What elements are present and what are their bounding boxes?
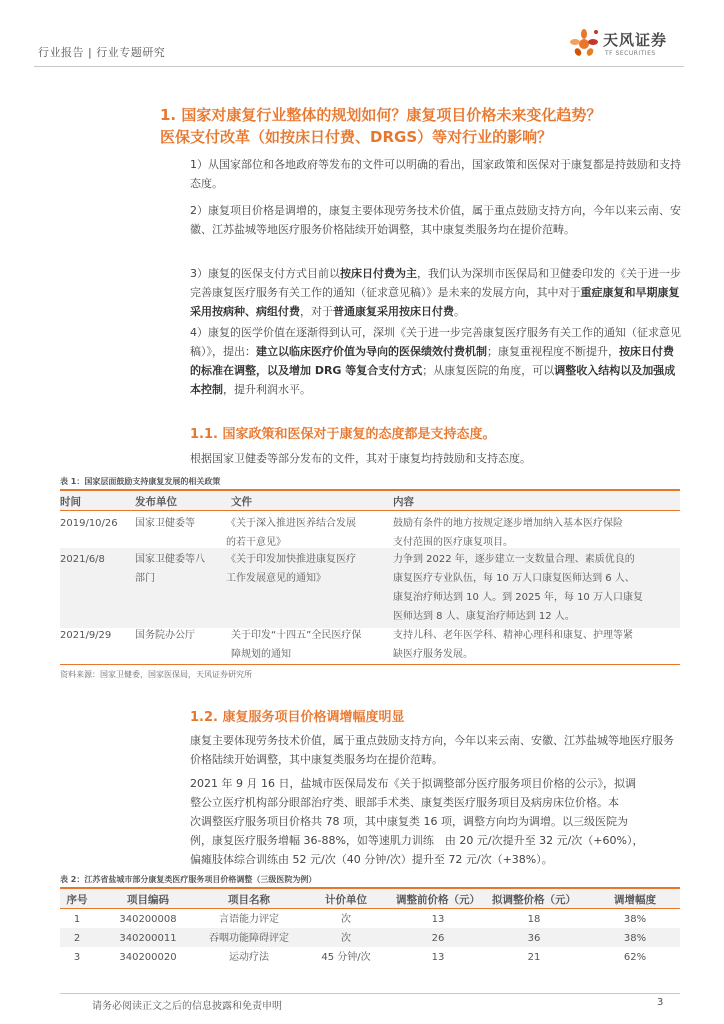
table2-r1-code: 340200008 [119,914,177,925]
page-number: 3 [657,997,664,1008]
table1-row1-doc: 《关于深入推进医养结合发展 的若干意见》 [226,518,356,548]
table2-header-code: 项目编码 [127,894,169,906]
table2-header-name: 项目名称 [228,894,270,906]
table2-r3-after: 21 [527,952,541,963]
table2-r3-code: 340200020 [119,952,177,963]
table2-header-after: 拟调整价格（元） [492,894,576,906]
table2-r1-rate: 38% [623,914,647,925]
section12-para1: 康复主要体现劳务技术价值，属于重点鼓励支持方向，今年以来云南、安徽、江苏盐城等地医疗服务价格陆续开始调整，其中康复类服务均在提价范畴。 [190,734,674,766]
table2-r2-rate: 38% [623,933,647,944]
table2-r1-name: 言语能力评定 [219,914,279,925]
table2-r3-name: 运动疗法 [229,952,269,963]
header-divider [34,66,684,67]
table2-r2-before: 26 [431,933,445,944]
table2-r3-before: 13 [431,952,445,963]
table2-header-before: 调整前价格（元） [396,894,480,906]
table1-bottom-rule [60,664,680,665]
table1-row3-doc: 关于印发“十四五”全民医疗保 障规划的通知 [231,630,362,660]
table2-r2-name: 吞咽功能障碍评定 [209,933,289,944]
table2-r1-unit: 次 [341,914,351,925]
table1-row2-doc: 《关于印发加快推进康复医疗 工作发展意见的通知》 [226,554,356,584]
table2-header-rule [60,908,680,909]
table1-row2-date: 2021/6/8 [60,554,105,565]
footer-disclaimer: 请务必阅读正文之后的信息披露和免责申明 [92,1001,282,1012]
table1-header-org: 发布单位 [135,496,177,508]
table1-header-doc: 文件 [231,496,252,508]
table1-row3-date: 2021/9/29 [60,630,112,641]
table1-source: 资料来源：国家卫健委，国家医保局，天风证券研究所 [60,670,252,679]
section1-para3: 3）康复的医保支付方式目前以按床日付费为主，我们认为深圳市医保局和卫健委印发的《关于进一步完善康复医疗服务有关工作的通知（征求意见稿）》是未来的发展方向，其中对于重症康复和早期康复采用按病种、病组付费，对于普通康复采用按床日付费。 [190,267,681,318]
section1-title: 1. 国家对康复行业整体的规划如何？康复项目价格未来变化趋势？ 医保支付改革（如按床日付费、DRGS）等对行业的影响？ [160,106,602,146]
table2-r1-no: 1 [73,914,81,925]
table1-row3-content: 支持儿科、老年医学科、精神心理科和康复、护理等紧 缺医疗服务发展。 [393,630,633,660]
table2-r2-no: 2 [73,933,81,944]
table2-r2-unit: 次 [341,933,351,944]
table2-r1-before: 13 [431,914,445,925]
table2-r2-code: 340200011 [119,933,177,944]
table1-row1-date: 2019/10/26 [60,518,118,529]
section1-para4: 4）康复的医学价值在逐渐得到认可，深圳《关于进一步完善康复医疗服务有关工作的通知（征求意见稿）》，提出：建立以临床医疗价值为导向的医保绩效付费机制；康复重视程度不断提升，按床日付费的标准在调整，以及增加 DRG 等复合支付方式；从康复医院的角度，可以调整收入结构以及加强成本控制，提升利润水平。 [190,326,681,396]
logo-en: TF SECURITIES [605,50,656,57]
table2-r3-rate: 62% [623,952,647,963]
table2-header-unit: 计价单位 [325,894,367,906]
table1-header-content: 内容 [393,496,414,508]
table1-row3-org: 国务院办公厅 [135,630,195,641]
table2-caption: 表 2：江苏省盐城市部分康复类医疗服务项目价格调整（三级医院为例） [60,875,317,884]
table2-r3-unit: 45 分钟/次 [321,952,371,963]
section11-intro: 根据国家卫健委等部分发布的文件，其对于康复均持鼓励和支持态度。 [190,452,531,465]
table1-row1-content: 鼓励有条件的地方按规定逐步增加纳入基本医疗保险 支付范围的医疗康复项目。 [393,518,623,548]
table2-r1-after: 18 [527,914,541,925]
section1-para2: 2）康复项目价格是调增的，康复主要体现劳务技术价值，属于重点鼓励支持方向，今年以来云南、安徽、江苏盐城等地医疗服务价格陆续开始调整，其中康复类服务均在提价范畴。 [190,204,681,236]
logo-name: 天风证券 [603,31,668,49]
section1-para1: 1）从国家部位和各地政府等发布的文件可以明确的看出，国家政策和医保对于康复都是持鼓励和支持态度。 [190,158,681,190]
section12-title: 1.2. 康复服务项目价格调增幅度明显 [190,710,405,725]
report-category: 行业报告 | 行业专题研究 [38,46,166,59]
table1-row1-org: 国家卫健委等 [135,518,195,529]
footer-divider [60,993,680,994]
table1-caption: 表 1：国家层面鼓励支持康复发展的相关政策 [60,477,221,486]
table1-row2-content: 力争到 2022 年，逐步建立一支数量合理、素质优良的 康复医疗专业队伍，每 10 万人口康复医师达到 6 人、 康复治疗师达到 10 人。到 2025 年，每 10 万人口康复 医师达到 8 人、康复治疗师达到 12 人。 [393,554,643,622]
table1-header-rule [60,510,680,511]
table2-header-rate: 调增幅度 [614,894,656,906]
section11-title: 1.1. 国家政策和医保对于康复的态度都是支持态度。 [190,427,496,442]
table1-header-date: 时间 [60,496,81,508]
table2-header-no: 序号 [66,894,88,906]
table2-r3-no: 3 [73,952,81,963]
table1-row2-org: 国家卫健委等八 部门 [135,554,205,584]
section12-para2: 2021 年 9 月 16 日，盐城市医保局发布《关于拟调整部分医疗服务项目价格的公示》，拟调 整公立医疗机构部分眼部治疗类、眼部手术类、康复类医疗服务项目及病房床位价格。本 次调整医疗服务项目价格共 78 项，其中康复类 16 项，调整方向均为调增。以三级医院为 例，康复医疗服务增幅 36-88%，如等速肌力训练 由 20 元/次提升至 32 元/次（+60%）， 偏瘫肢体综合训练由 52 元/次（40 分钟/次）提升至 72 元/次（+38%）。 [190,777,644,866]
table2-r2-after: 36 [527,933,541,944]
flower-icon [570,29,598,57]
